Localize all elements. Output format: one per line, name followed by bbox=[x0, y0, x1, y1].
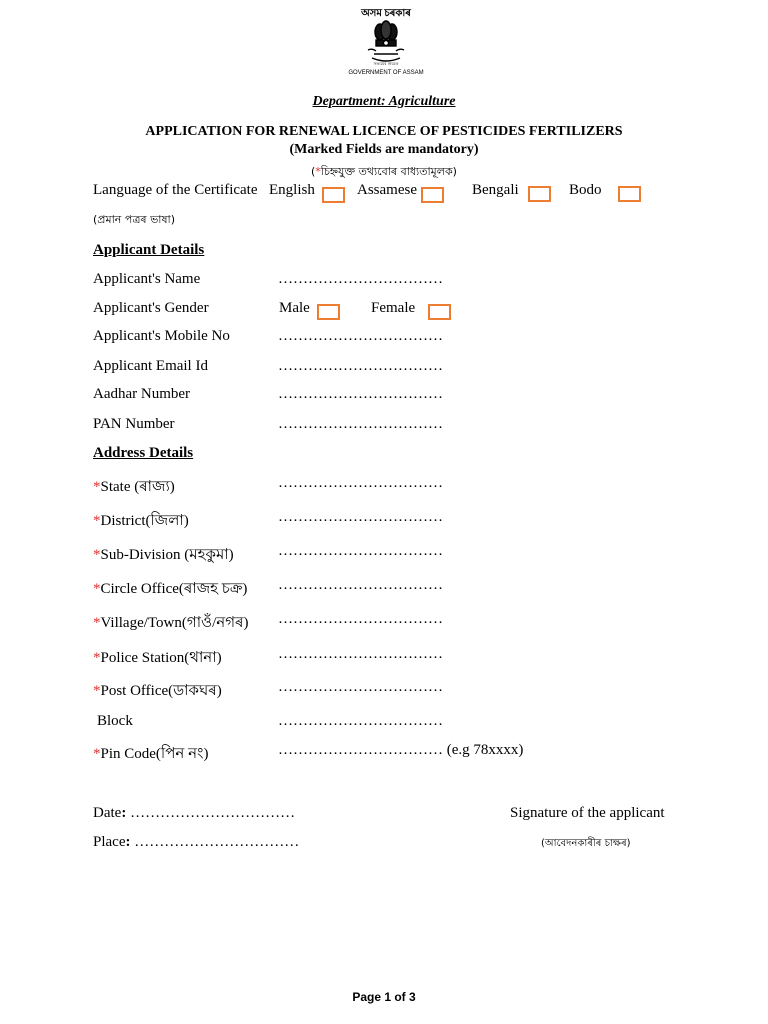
required-star: * bbox=[93, 683, 101, 699]
page-number: Page 1 of 3 bbox=[352, 990, 416, 1004]
subdivision-field[interactable]: …………………………… bbox=[278, 543, 443, 559]
place-row bbox=[93, 834, 299, 851]
block-label: Block bbox=[97, 713, 133, 729]
subdivision-label-text: Sub-Division (মহকুমা) bbox=[100, 547, 234, 563]
circle-office-label bbox=[93, 577, 247, 602]
svg-text:সত্যমেব জয়তে: সত্যমেব জয়তে bbox=[373, 61, 399, 66]
applicant-details-heading: Applicant Details bbox=[93, 242, 205, 258]
place-label: Place bbox=[93, 834, 126, 850]
pin-code-label bbox=[93, 742, 209, 767]
district-label bbox=[93, 509, 189, 534]
bodo-checkbox[interactable] bbox=[618, 186, 641, 202]
date-label: Date bbox=[93, 805, 122, 821]
gender-option-female: Female bbox=[371, 300, 416, 316]
address-details-heading: Address Details bbox=[93, 445, 194, 461]
mandatory-note: (Marked Fields are mandatory) bbox=[289, 142, 479, 157]
pan-number-label: PAN Number bbox=[93, 416, 175, 432]
required-star: * bbox=[93, 615, 101, 631]
pin-code-field[interactable]: …………………………… bbox=[278, 742, 443, 758]
required-star: * bbox=[93, 746, 101, 762]
circle-office-label-text: Circle Office(ৰাজহ চক্ৰ) bbox=[100, 581, 248, 597]
language-option-bodo: Bodo bbox=[569, 182, 602, 198]
pin-code-label-text: Pin Code(পিন নং) bbox=[100, 746, 209, 762]
mandatory-note-assamese bbox=[0, 163, 768, 182]
emblem-bottom-text: GOVERNMENT OF ASSAM bbox=[348, 70, 424, 76]
district-label-text: District(জিলা) bbox=[100, 513, 189, 529]
applicant-mobile-label: Applicant's Mobile No bbox=[93, 328, 230, 344]
signature-label-assamese: (আবেদনকাৰীৰ চাক্ষৰ) bbox=[541, 838, 631, 849]
signature-label: Signature of the applicant bbox=[510, 805, 665, 821]
female-checkbox[interactable] bbox=[428, 304, 451, 320]
village-town-label bbox=[93, 611, 248, 636]
village-town-label-text: Village/Town(গাওঁ/নগৰ) bbox=[100, 615, 249, 631]
required-star: * bbox=[315, 165, 321, 178]
date-row bbox=[93, 805, 295, 822]
pin-code-row bbox=[278, 742, 523, 759]
post-office-label-text: Post Office(ডাকঘৰ) bbox=[100, 683, 222, 699]
male-checkbox[interactable] bbox=[317, 304, 340, 320]
block-field[interactable]: …………………………… bbox=[278, 713, 443, 729]
aadhar-number-field[interactable]: …………………………… bbox=[278, 386, 443, 402]
date-colon: : bbox=[121, 805, 127, 821]
applicant-name-label: Applicant's Name bbox=[93, 271, 201, 287]
required-star: * bbox=[93, 581, 101, 597]
english-checkbox[interactable] bbox=[322, 187, 345, 203]
state-label-text: State (ৰাজ্য) bbox=[100, 479, 175, 495]
pan-number-field[interactable]: …………………………… bbox=[278, 416, 443, 432]
mandatory-note-assamese-open: ( bbox=[311, 165, 316, 178]
state-label bbox=[93, 475, 175, 500]
applicant-gender-label: Applicant's Gender bbox=[93, 300, 209, 316]
required-star: * bbox=[93, 650, 101, 666]
district-field[interactable]: …………………………… bbox=[278, 509, 443, 525]
language-option-bengali: Bengali bbox=[472, 182, 519, 198]
form-title: APPLICATION FOR RENEWAL LICENCE OF PESTICIDES FERTILIZERS bbox=[145, 124, 623, 139]
post-office-label bbox=[93, 679, 222, 704]
bengali-checkbox[interactable] bbox=[528, 186, 551, 202]
applicant-email-label: Applicant Email Id bbox=[93, 358, 208, 374]
language-label-assamese: (প্ৰমান পত্ৰৰ ভাষা) bbox=[93, 213, 176, 226]
aadhar-number-label: Aadhar Number bbox=[93, 386, 191, 402]
state-field[interactable]: …………………………… bbox=[278, 475, 443, 491]
place-colon: : bbox=[125, 834, 131, 850]
applicant-mobile-field[interactable]: …………………………… bbox=[278, 328, 443, 344]
gender-option-male: Male bbox=[279, 300, 310, 316]
mandatory-note-assamese-text: চিহ্নযুক্ত তথ্যবোৰ বাধ্যতামূলক) bbox=[320, 165, 457, 178]
state-emblem-icon bbox=[356, 18, 416, 68]
applicant-name-field[interactable]: …………………………… bbox=[278, 271, 443, 287]
language-option-english: English bbox=[269, 182, 315, 198]
police-station-label bbox=[93, 646, 222, 671]
required-star: * bbox=[93, 479, 101, 495]
place-field[interactable]: …………………………… bbox=[134, 834, 300, 850]
village-town-field[interactable]: …………………………… bbox=[278, 611, 443, 627]
emblem-top-text: অসম চৰকাৰ bbox=[361, 8, 411, 19]
date-field[interactable]: …………………………… bbox=[130, 805, 296, 821]
subdivision-label bbox=[93, 543, 234, 568]
applicant-email-field[interactable]: …………………………… bbox=[278, 358, 443, 374]
required-star: * bbox=[93, 547, 101, 563]
department-heading: Department: Agriculture bbox=[312, 94, 456, 109]
assamese-checkbox[interactable] bbox=[421, 187, 444, 203]
police-station-label-text: Police Station(থানা) bbox=[100, 650, 222, 666]
police-station-field[interactable]: …………………………… bbox=[278, 646, 443, 662]
post-office-field[interactable]: …………………………… bbox=[278, 679, 443, 695]
language-label: Language of the Certificate bbox=[93, 182, 258, 198]
pin-code-hint: (e.g 78xxxx) bbox=[446, 742, 524, 758]
required-star: * bbox=[93, 513, 101, 529]
circle-office-field[interactable]: …………………………… bbox=[278, 577, 443, 593]
language-option-assamese: Assamese bbox=[357, 182, 417, 198]
